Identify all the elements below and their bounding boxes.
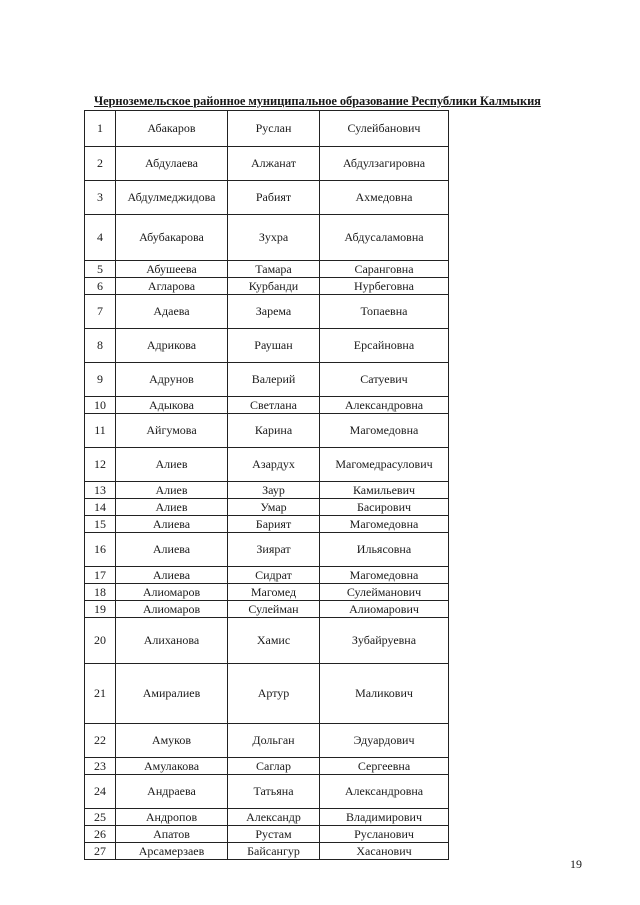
surname-cell: Алиомаров [116, 601, 228, 618]
table-row [85, 516, 449, 533]
row-number-cell: 4 [85, 215, 116, 261]
first-name-cell: Светлана [228, 397, 320, 414]
first-name-cell: Раушан [228, 329, 320, 363]
patronymic-cell: Нурбеговна [320, 278, 449, 295]
roster-table-body [85, 111, 449, 860]
patronymic-cell: Сулейманович [320, 584, 449, 601]
first-name-cell: Руслан [228, 111, 320, 147]
first-name-cell: Дольган [228, 724, 320, 758]
table-row [85, 618, 449, 664]
first-name-cell: Рабият [228, 181, 320, 215]
table-row [85, 775, 449, 809]
surname-cell: Амуков [116, 724, 228, 758]
row-number-cell: 11 [85, 414, 116, 448]
row-number-cell: 20 [85, 618, 116, 664]
surname-cell: Адрунов [116, 363, 228, 397]
surname-cell: Апатов [116, 826, 228, 843]
patronymic-cell: Русланович [320, 826, 449, 843]
first-name-cell: Александр [228, 809, 320, 826]
first-name-cell: Саглар [228, 758, 320, 775]
table-row [85, 181, 449, 215]
patronymic-cell: Магомедовна [320, 414, 449, 448]
surname-cell: Абушеева [116, 261, 228, 278]
row-number-cell: 7 [85, 295, 116, 329]
first-name-cell: Зухра [228, 215, 320, 261]
first-name-cell: Карина [228, 414, 320, 448]
patronymic-cell: Басирович [320, 499, 449, 516]
first-name-cell: Рустам [228, 826, 320, 843]
row-number-cell: 22 [85, 724, 116, 758]
surname-cell: Амиралиев [116, 664, 228, 724]
table-row [85, 278, 449, 295]
surname-cell: Алиева [116, 516, 228, 533]
table-row [85, 584, 449, 601]
row-number-cell: 17 [85, 567, 116, 584]
table-row [85, 147, 449, 181]
first-name-cell: Хамис [228, 618, 320, 664]
table-row [85, 261, 449, 278]
row-number-cell: 6 [85, 278, 116, 295]
first-name-cell: Валерий [228, 363, 320, 397]
surname-cell: Адыкова [116, 397, 228, 414]
table-row [85, 397, 449, 414]
row-number-cell: 10 [85, 397, 116, 414]
table-row [85, 533, 449, 567]
patronymic-cell: Зубайруевна [320, 618, 449, 664]
row-number-cell: 2 [85, 147, 116, 181]
patronymic-cell: Камильевич [320, 482, 449, 499]
document-title: Черноземельское районное муниципальное образование Республики Калмыкия [94, 94, 541, 108]
row-number-cell: 26 [85, 826, 116, 843]
surname-cell: Андраева [116, 775, 228, 809]
row-number-cell: 15 [85, 516, 116, 533]
row-number-cell: 21 [85, 664, 116, 724]
table-row [85, 567, 449, 584]
first-name-cell: Зарема [228, 295, 320, 329]
table-row [85, 295, 449, 329]
patronymic-cell: Сергеевна [320, 758, 449, 775]
first-name-cell: Барият [228, 516, 320, 533]
patronymic-cell: Магомедрасулович [320, 448, 449, 482]
row-number-cell: 1 [85, 111, 116, 147]
table-row [85, 363, 449, 397]
surname-cell: Алиомаров [116, 584, 228, 601]
patronymic-cell: Александровна [320, 397, 449, 414]
first-name-cell: Татьяна [228, 775, 320, 809]
first-name-cell: Курбанди [228, 278, 320, 295]
surname-cell: Алиев [116, 499, 228, 516]
patronymic-cell: Эдуардович [320, 724, 449, 758]
first-name-cell: Тамара [228, 261, 320, 278]
roster-table [84, 110, 449, 860]
row-number-cell: 5 [85, 261, 116, 278]
row-number-cell: 23 [85, 758, 116, 775]
first-name-cell: Магомед [228, 584, 320, 601]
patronymic-cell: Магомедовна [320, 516, 449, 533]
page-number: 19 [570, 857, 582, 871]
first-name-cell: Алжанат [228, 147, 320, 181]
patronymic-cell: Абдулзагировна [320, 147, 449, 181]
table-row [85, 826, 449, 843]
patronymic-cell: Ерсайновна [320, 329, 449, 363]
table-row [85, 329, 449, 363]
row-number-cell: 18 [85, 584, 116, 601]
surname-cell: Алиев [116, 482, 228, 499]
table-row [85, 724, 449, 758]
surname-cell: Абакаров [116, 111, 228, 147]
row-number-cell: 24 [85, 775, 116, 809]
patronymic-cell: Саранговна [320, 261, 449, 278]
row-number-cell: 25 [85, 809, 116, 826]
row-number-cell: 14 [85, 499, 116, 516]
first-name-cell: Зиярат [228, 533, 320, 567]
first-name-cell: Сулейман [228, 601, 320, 618]
surname-cell: Адаева [116, 295, 228, 329]
table-row [85, 215, 449, 261]
patronymic-cell: Сатуевич [320, 363, 449, 397]
surname-cell: Алиева [116, 533, 228, 567]
surname-cell: Абубакарова [116, 215, 228, 261]
surname-cell: Алиханова [116, 618, 228, 664]
surname-cell: Арсамерзаев [116, 843, 228, 860]
patronymic-cell: Абдусаламовна [320, 215, 449, 261]
first-name-cell: Сидрат [228, 567, 320, 584]
patronymic-cell: Владимирович [320, 809, 449, 826]
table-row [85, 843, 449, 860]
row-number-cell: 27 [85, 843, 116, 860]
surname-cell: Абдулаева [116, 147, 228, 181]
table-row [85, 414, 449, 448]
table-row [85, 499, 449, 516]
table-row [85, 758, 449, 775]
patronymic-cell: Топаевна [320, 295, 449, 329]
row-number-cell: 19 [85, 601, 116, 618]
patronymic-cell: Хасанович [320, 843, 449, 860]
first-name-cell: Артур [228, 664, 320, 724]
surname-cell: Айгумова [116, 414, 228, 448]
table-row [85, 809, 449, 826]
surname-cell: Алиева [116, 567, 228, 584]
row-number-cell: 12 [85, 448, 116, 482]
patronymic-cell: Алиомарович [320, 601, 449, 618]
row-number-cell: 13 [85, 482, 116, 499]
patronymic-cell: Сулейбанович [320, 111, 449, 147]
table-row [85, 601, 449, 618]
surname-cell: Агларова [116, 278, 228, 295]
row-number-cell: 16 [85, 533, 116, 567]
patronymic-cell: Александровна [320, 775, 449, 809]
surname-cell: Адрикова [116, 329, 228, 363]
surname-cell: Абдулмеджидова [116, 181, 228, 215]
row-number-cell: 3 [85, 181, 116, 215]
first-name-cell: Байсангур [228, 843, 320, 860]
surname-cell: Алиев [116, 448, 228, 482]
patronymic-cell: Магомедовна [320, 567, 449, 584]
table-row [85, 448, 449, 482]
patronymic-cell: Ахмедовна [320, 181, 449, 215]
row-number-cell: 9 [85, 363, 116, 397]
table-row [85, 664, 449, 724]
first-name-cell: Заур [228, 482, 320, 499]
patronymic-cell: Маликович [320, 664, 449, 724]
table-row [85, 482, 449, 499]
row-number-cell: 8 [85, 329, 116, 363]
first-name-cell: Азардух [228, 448, 320, 482]
surname-cell: Амулакова [116, 758, 228, 775]
patronymic-cell: Ильясовна [320, 533, 449, 567]
first-name-cell: Умар [228, 499, 320, 516]
surname-cell: Андропов [116, 809, 228, 826]
table-row [85, 111, 449, 147]
